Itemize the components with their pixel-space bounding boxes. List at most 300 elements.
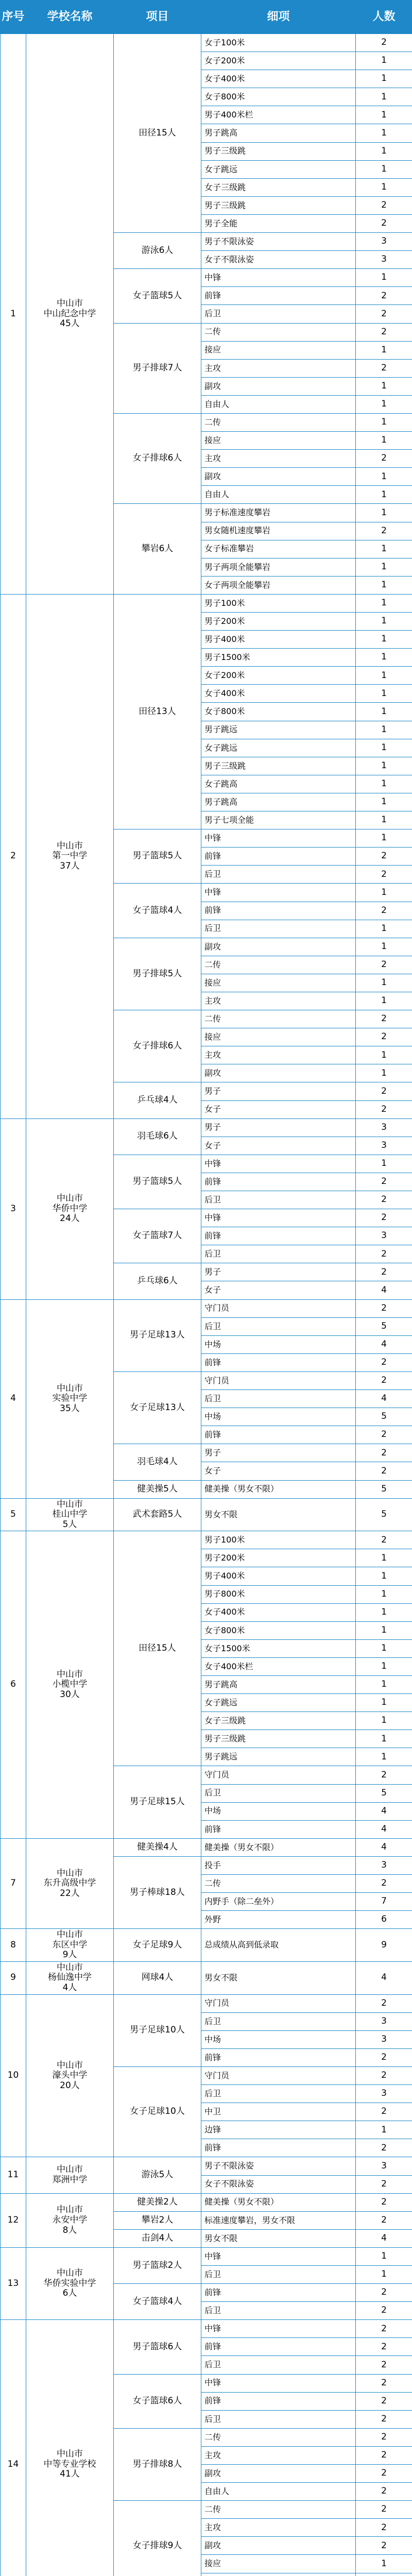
project-name: 田径15人 [114, 1531, 201, 1766]
item-name: 中锋 [201, 2320, 356, 2338]
item-count: 2 [356, 2410, 412, 2428]
item-count: 1 [356, 739, 412, 757]
item-count: 3 [356, 251, 412, 269]
item-count: 3 [356, 233, 412, 251]
project-name: 男子棒球18人 [114, 1856, 201, 1928]
item-count: 2 [356, 1082, 412, 1100]
item-count: 4 [356, 1820, 412, 1838]
item-count: 4 [356, 1961, 412, 1994]
table-row [1, 2247, 412, 2265]
item-name: 男子不限泳姿 [201, 2157, 356, 2175]
project-name: 攀岩6人 [114, 504, 201, 594]
item-name: 后卫 [201, 2012, 356, 2030]
item-count: 1 [356, 486, 412, 504]
school-name [26, 1838, 114, 1928]
item-name: 边锋 [201, 2121, 356, 2139]
item-count: 2 [356, 2356, 412, 2374]
item-name: 男子100米 [201, 594, 356, 612]
project-name: 健美操5人 [114, 1480, 201, 1498]
school-number: 5 [1, 1498, 26, 1531]
item-name: 男子全能 [201, 214, 356, 232]
item-count: 1 [356, 974, 412, 992]
item-count: 1 [356, 1694, 412, 1712]
item-count: 2 [356, 1531, 412, 1549]
item-name: 后卫 [201, 1191, 356, 1209]
item-count: 2 [356, 2139, 412, 2157]
item-count: 2 [356, 287, 412, 305]
item-name: 女子800米 [201, 1621, 356, 1639]
item-count: 3 [356, 1856, 412, 1874]
item-count: 2 [356, 2284, 412, 2302]
item-count: 2 [356, 1994, 412, 2012]
item-count: 1 [356, 1675, 412, 1693]
item-name: 女子 [201, 1137, 356, 1155]
item-count: 3 [356, 1227, 412, 1245]
item-count: 2 [356, 2175, 412, 2193]
project-name: 健美操4人 [114, 1838, 201, 1856]
item-name: 女子跳高 [201, 775, 356, 793]
item-count: 1 [356, 160, 412, 178]
item-name: 前锋 [201, 2284, 356, 2302]
item-name: 后卫 [201, 305, 356, 323]
school-name-line: 37人 [60, 861, 80, 872]
item-count: 5 [356, 1498, 412, 1531]
project-name: 女子排球9人 [114, 2501, 201, 2576]
item-count: 2 [356, 1263, 412, 1281]
item-count: 1 [356, 576, 412, 594]
item-count: 1 [356, 2121, 412, 2139]
item-count: 2 [356, 2519, 412, 2537]
school-name-line: 中山市 [57, 1962, 83, 1973]
item-name: 中锋 [201, 2247, 356, 2265]
item-name: 副攻 [201, 377, 356, 395]
school-name-line: 35人 [60, 1403, 80, 1414]
item-name: 主攻 [201, 1046, 356, 1064]
item-count: 2 [356, 1426, 412, 1444]
table-row [1, 594, 412, 612]
school-name-line: 中山市 [57, 2268, 83, 2279]
school-number: 6 [1, 1531, 26, 1839]
item-name: 二传 [201, 413, 356, 431]
item-name: 男子不限泳姿 [201, 233, 356, 251]
item-count: 2 [356, 2465, 412, 2483]
item-count: 1 [356, 613, 412, 631]
item-name: 前锋 [201, 1426, 356, 1444]
item-name: 女子 [201, 1100, 356, 1118]
table-row [1, 2157, 412, 2175]
item-name: 副攻 [201, 2465, 356, 2483]
item-count: 2 [356, 34, 412, 52]
school-name-line: 中山市 [57, 2205, 83, 2215]
school-name-line: 中山市 [57, 2164, 83, 2175]
item-name: 二传 [201, 323, 356, 341]
project-name: 男子足球10人 [114, 1994, 201, 2066]
item-name: 男子跳高 [201, 1675, 356, 1693]
item-name: 后卫 [201, 2410, 356, 2428]
project-name: 游泳5人 [114, 2157, 201, 2193]
item-name: 男子400米 [201, 631, 356, 649]
school-number: 11 [1, 2157, 26, 2193]
item-name: 男子1500米 [201, 649, 356, 667]
item-count: 2 [356, 2103, 412, 2121]
item-count: 1 [356, 1603, 412, 1621]
item-count: 3 [356, 2030, 412, 2048]
item-count: 1 [356, 70, 412, 88]
item-count: 1 [356, 178, 412, 196]
table-header-row [1, 1, 412, 34]
table-row [1, 2320, 412, 2338]
school-name-line: 中山市 [57, 840, 83, 851]
item-count: 1 [356, 1621, 412, 1639]
item-count: 1 [356, 1657, 412, 1675]
item-name: 前锋 [201, 2392, 356, 2410]
school-name [26, 1531, 114, 1839]
table-row [1, 1498, 412, 1531]
item-name: 二传 [201, 2428, 356, 2446]
project-name: 男子篮球2人 [114, 2247, 201, 2283]
item-count: 7 [356, 1893, 412, 1911]
item-name: 男女不限 [201, 2229, 356, 2247]
item-count: 1 [356, 1155, 412, 1173]
school-name [26, 2320, 114, 2576]
project-name: 健美操2人 [114, 2193, 201, 2211]
school-name [26, 594, 114, 1118]
school-number: 13 [1, 2247, 26, 2319]
item-name: 女子400米 [201, 685, 356, 703]
school-name-line: 中山市 [57, 1929, 83, 1940]
item-name: 女子三级跳 [201, 178, 356, 196]
school-name-line: 41人 [60, 2469, 80, 2480]
school-name-line: 东区中学 [52, 1939, 88, 1950]
item-name: 男子跳远 [201, 1748, 356, 1766]
item-name: 守门员 [201, 2066, 356, 2084]
school-name-line: 永安中学 [52, 2214, 88, 2225]
item-count: 9 [356, 1929, 412, 1962]
school-name-line: 5人 [62, 1519, 77, 1530]
school-name-line: 杨仙逸中学 [48, 1972, 92, 1983]
project-name: 攀岩2人 [114, 2211, 201, 2229]
item-name: 中锋 [201, 269, 356, 287]
school-name-line: 24人 [60, 1213, 80, 1224]
item-count: 1 [356, 558, 412, 576]
item-count: 1 [356, 703, 412, 721]
item-name: 男子800米 [201, 1585, 356, 1603]
item-name: 接应 [201, 341, 356, 359]
header-project: 项目 [114, 1, 201, 34]
item-count: 1 [356, 667, 412, 685]
item-name: 前锋 [201, 1227, 356, 1245]
project-name: 网球4人 [114, 1961, 201, 1994]
project-name: 女子篮球4人 [114, 884, 201, 938]
item-name: 女子 [201, 1281, 356, 1299]
school-name-line: 4人 [62, 1982, 77, 1993]
item-name: 男女不限 [201, 1498, 356, 1531]
item-count: 4 [356, 1335, 412, 1353]
item-count: 1 [356, 1585, 412, 1603]
item-name: 主攻 [201, 2446, 356, 2464]
header-no: 序号 [1, 1, 26, 34]
school-name-line: 22人 [60, 1888, 80, 1899]
school-name [26, 2247, 114, 2319]
school-number: 14 [1, 2320, 26, 2576]
item-name: 自由人 [201, 2483, 356, 2501]
item-name: 男子七项全能 [201, 811, 356, 829]
item-count: 1 [356, 2555, 412, 2573]
item-name: 男子400米 [201, 1567, 356, 1585]
item-name: 女子跳远 [201, 160, 356, 178]
school-number: 9 [1, 1961, 26, 1994]
item-name: 接应 [201, 1028, 356, 1046]
item-name: 男子跳远 [201, 721, 356, 739]
item-count: 1 [356, 124, 412, 142]
item-count: 1 [356, 757, 412, 775]
project-name: 男子足球15人 [114, 1766, 201, 1838]
item-count: 4 [356, 1281, 412, 1299]
project-name: 女子足球13人 [114, 1371, 201, 1444]
item-name: 女子200米 [201, 52, 356, 70]
item-count: 2 [356, 2374, 412, 2392]
item-count: 1 [356, 793, 412, 811]
school-name-line: 华侨中学 [52, 1203, 88, 1214]
school-number: 7 [1, 1838, 26, 1928]
item-name: 投手 [201, 1856, 356, 1874]
project-name: 女子足球10人 [114, 2066, 201, 2157]
item-name: 健美操（男女不限） [201, 2193, 356, 2211]
item-name: 前锋 [201, 2048, 356, 2066]
item-name: 男女随机速度攀岩 [201, 522, 356, 540]
item-count: 2 [356, 2392, 412, 2410]
school-name-line: 中山纪念中学 [43, 308, 96, 319]
item-count: 1 [356, 1046, 412, 1064]
item-count: 1 [356, 1549, 412, 1567]
item-name: 中场 [201, 1408, 356, 1426]
item-name: 女子800米 [201, 703, 356, 721]
item-count: 4 [356, 1390, 412, 1408]
project-name: 女子篮球5人 [114, 269, 201, 323]
item-count: 1 [356, 269, 412, 287]
item-name: 中卫 [201, 2103, 356, 2121]
item-name: 女子200米 [201, 667, 356, 685]
school-name-line: 中山市 [57, 1669, 83, 1680]
item-name: 守门员 [201, 1299, 356, 1317]
school-name [26, 34, 114, 595]
item-count: 2 [356, 2320, 412, 2338]
item-name: 前锋 [201, 2139, 356, 2157]
item-name: 女子400米 [201, 70, 356, 88]
item-count: 3 [356, 2157, 412, 2175]
school-name-line: 中山市 [57, 1868, 83, 1878]
item-count: 2 [356, 323, 412, 341]
item-count: 1 [356, 1567, 412, 1585]
project-name: 男子排球5人 [114, 938, 201, 1010]
school-number: 8 [1, 1929, 26, 1962]
table-row [1, 1929, 412, 1962]
item-count: 1 [356, 631, 412, 649]
item-count: 1 [356, 468, 412, 486]
item-count: 4 [356, 2229, 412, 2247]
table-row [1, 2193, 412, 2211]
item-name: 男子三级跳 [201, 142, 356, 160]
table-row [1, 1531, 412, 1549]
item-count: 1 [356, 377, 412, 395]
item-count: 2 [356, 214, 412, 232]
item-name: 女子100米 [201, 34, 356, 52]
project-name: 女子篮球6人 [114, 2374, 201, 2428]
item-count: 2 [356, 1462, 412, 1480]
item-count: 2 [356, 2193, 412, 2211]
item-name: 男子标准速度攀岩 [201, 504, 356, 522]
project-name: 羽毛球6人 [114, 1118, 201, 1155]
item-count: 6 [356, 1911, 412, 1929]
item-count: 2 [356, 902, 412, 920]
school-name [26, 1929, 114, 1962]
item-name: 女子1500米 [201, 1639, 356, 1657]
item-count: 2 [356, 2338, 412, 2356]
item-count: 2 [356, 305, 412, 323]
header-school: 学校名称 [26, 1, 114, 34]
item-count: 2 [356, 1371, 412, 1389]
item-count: 2 [356, 196, 412, 214]
item-name: 中场 [201, 1802, 356, 1820]
item-name: 中场 [201, 1335, 356, 1353]
item-name: 男子 [201, 1444, 356, 1462]
item-name: 女子两项全能攀岩 [201, 576, 356, 594]
item-count: 1 [356, 142, 412, 160]
school-name [26, 1299, 114, 1498]
item-name: 男子 [201, 1263, 356, 1281]
item-count: 2 [356, 1353, 412, 1371]
school-name [26, 1118, 114, 1299]
item-name: 主攻 [201, 992, 356, 1010]
project-name: 武术套路5人 [114, 1498, 201, 1531]
item-count: 1 [356, 721, 412, 739]
item-name [201, 2573, 356, 2576]
table-body [1, 34, 412, 2576]
project-name: 乒乓球6人 [114, 1263, 201, 1299]
project-name: 田径13人 [114, 594, 201, 829]
school-number: 3 [1, 1118, 26, 1299]
item-name: 后卫 [201, 1390, 356, 1408]
school-name [26, 1961, 114, 1994]
item-name: 男子三级跳 [201, 196, 356, 214]
item-name: 前锋 [201, 1820, 356, 1838]
item-count: 1 [356, 52, 412, 70]
item-name: 女子不限泳姿 [201, 2175, 356, 2193]
item-name: 二传 [201, 1875, 356, 1893]
item-name: 后卫 [201, 2265, 356, 2283]
project-name: 男子排球7人 [114, 323, 201, 413]
item-count: 3 [356, 1118, 412, 1137]
table-row [1, 1961, 412, 1994]
item-name: 前锋 [201, 848, 356, 866]
item-count: 1 [356, 685, 412, 703]
item-name: 女子 [201, 1462, 356, 1480]
school-name-line: 45人 [60, 318, 80, 329]
project-name: 女子排球6人 [114, 413, 201, 503]
item-count: 1 [356, 884, 412, 902]
item-count: 1 [356, 938, 412, 956]
item-name: 女子标准攀岩 [201, 540, 356, 558]
item-name: 主攻 [201, 450, 356, 468]
item-count: 5 [356, 1317, 412, 1335]
school-name [26, 1498, 114, 1531]
item-name: 健美操（男女不限） [201, 1480, 356, 1498]
item-name: 后卫 [201, 2356, 356, 2374]
item-name: 副攻 [201, 938, 356, 956]
item-name: 女子400米 [201, 1603, 356, 1621]
item-count: 2 [356, 1875, 412, 1893]
table-row [1, 1118, 412, 1137]
item-name: 守门员 [201, 1994, 356, 2012]
item-count: 2 [356, 2501, 412, 2519]
item-name: 中锋 [201, 1209, 356, 1227]
item-name: 男子400米栏 [201, 106, 356, 124]
item-count: 1 [356, 775, 412, 793]
table-row [1, 1994, 412, 2012]
school-number: 2 [1, 594, 26, 1118]
school-name [26, 2157, 114, 2193]
school-name-line: 第一中学 [52, 851, 88, 861]
item-count: 2 [356, 848, 412, 866]
project-name: 男子篮球5人 [114, 829, 201, 884]
school-name-line: 中山市 [57, 1193, 83, 1204]
item-name: 前锋 [201, 1353, 356, 1371]
item-count: 2 [356, 2302, 412, 2320]
item-count: 1 [356, 1730, 412, 1748]
project-name: 女子篮球7人 [114, 1209, 201, 1263]
item-name: 守门员 [201, 1766, 356, 1784]
item-name: 主攻 [201, 359, 356, 377]
item-name: 主攻 [201, 2519, 356, 2537]
item-count: 1 [356, 106, 412, 124]
item-name: 健美操（男女不限） [201, 1838, 356, 1856]
item-name: 后卫 [201, 920, 356, 938]
item-count: 1 [356, 1639, 412, 1657]
project-name: 击剑4人 [114, 2229, 201, 2247]
project-name: 羽毛球4人 [114, 1444, 201, 1480]
item-count: 4 [356, 1838, 412, 1856]
item-count: 1 [356, 395, 412, 413]
item-name: 男子 [201, 1118, 356, 1137]
school-name-line: 郑洲中学 [52, 2175, 88, 2185]
table-row [1, 1838, 412, 1856]
project-name: 女子足球9人 [114, 1929, 201, 1962]
school-number: 10 [1, 1994, 26, 2157]
item-count: 2 [356, 2066, 412, 2084]
item-name: 内野手（除二垒外） [201, 1893, 356, 1911]
school-name-line: 9人 [62, 1950, 77, 1960]
item-count: 1 [356, 1712, 412, 1730]
item-name: 后卫 [201, 1245, 356, 1263]
item-name: 后卫 [201, 2085, 356, 2103]
item-name: 男女不限 [201, 1961, 356, 1994]
item-count: 1 [356, 2265, 412, 2283]
item-name: 后卫 [201, 1317, 356, 1335]
item-name: 副攻 [201, 1064, 356, 1082]
item-name: 自由人 [201, 486, 356, 504]
item-count: 2 [356, 1766, 412, 1784]
project-name: 男子足球13人 [114, 1299, 201, 1371]
item-name: 总成绩从高到低录取 [201, 1929, 356, 1962]
project-name: 游泳6人 [114, 233, 201, 269]
project-name: 男子篮球6人 [114, 2320, 201, 2374]
item-name: 男子200米 [201, 1549, 356, 1567]
item-count: 5 [356, 1408, 412, 1426]
item-count: 2 [356, 2428, 412, 2446]
school-name-line: 6人 [62, 2288, 77, 2299]
school-name-line: 20人 [60, 2080, 80, 2091]
item-name: 女子800米 [201, 88, 356, 106]
